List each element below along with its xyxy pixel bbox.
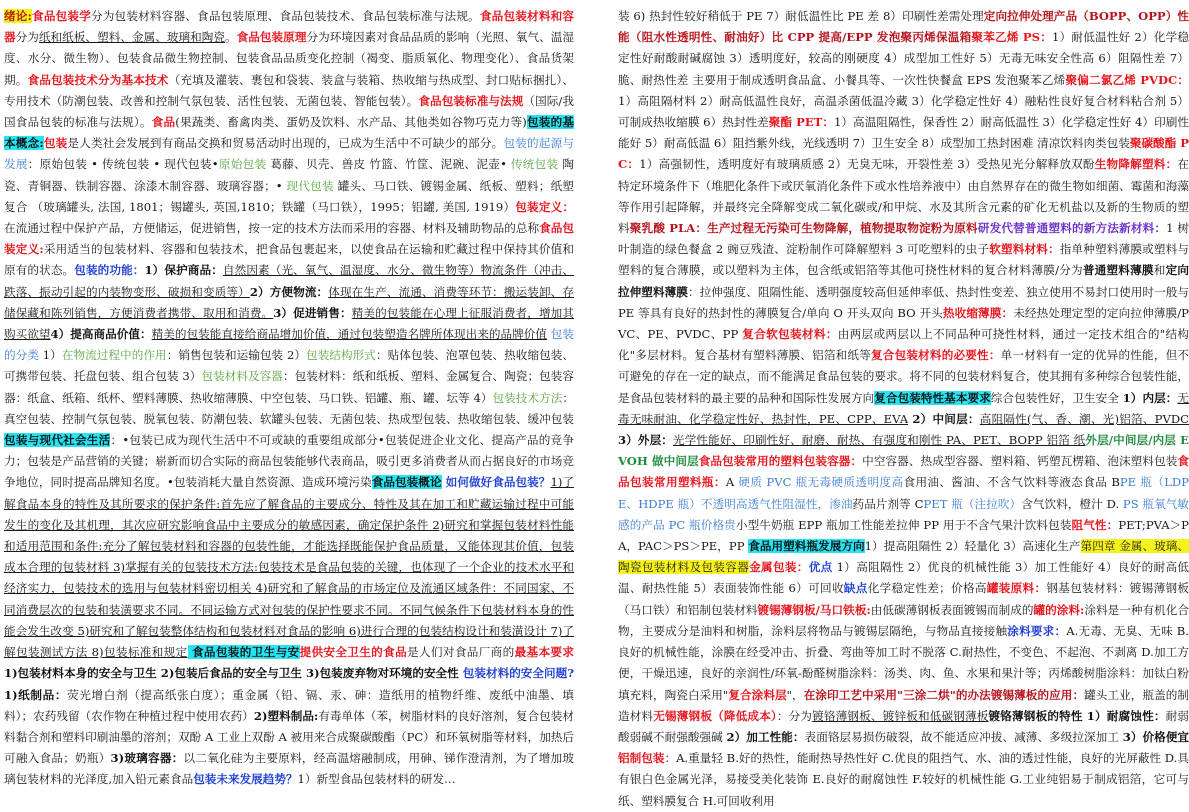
text-segment: 复合包装特性基本要求	[874, 390, 991, 405]
text-segment: 耐弱酸弱碱不耐强酸强碱	[618, 708, 1189, 744]
text-segment: ：•包装已成为现代生活中不可或缺的重要组成部分•包装促进企业文化、提高产品的竞争力；包装是产品营销的关键；崭新而切合实际的商品包装能够代表商品，吸引更多消费者从而占据良好的市场竞争地位，同时提高品牌知名度。•包装消耗大量自然资源、造成环境污染	[4, 433, 574, 490]
text-segment: 食品包装标准与法规	[418, 93, 524, 108]
text-segment: 采用适当的包装材料、容器和包装技术，把食品包裹起来，以使食品在运输和贮藏过程中保持其价值和原有的状态。	[4, 242, 574, 278]
text-segment: 食品包装常用塑料瓶：	[618, 454, 1189, 490]
text-segment: 硬质 PVC 瓶无毒硬质透明度高	[738, 475, 904, 490]
text-segment: 食用油、酱油、不含气饮料等液态食品 B	[903, 475, 1120, 490]
text-segment: 比 CPP 提高/EPP 发泡聚丙烯保温箱	[771, 30, 972, 45]
text-segment: 精美的包装能直接给商品增加价值，通过包装塑造名牌所体现出来的品牌价值	[151, 327, 548, 342]
text-segment: 涂料是一种有机化合物，主要成分是油料和树脂，涂料层将物品与镀锡层隔绝，与物品直接接触	[618, 602, 1189, 638]
text-segment: 提供安全卫生的食品	[299, 645, 408, 660]
text-segment: 3）外层：	[618, 433, 674, 448]
text-segment: 7)了解包装测试方法	[4, 623, 574, 660]
text-segment: 光学性能好、印刷性好、耐磨、耐热、有强度和刚性 PA、PET、BOPP 铝箔 纸	[673, 433, 1086, 448]
text-segment: A.无毒、无臭、无味 B.良好的机械性能，涂膜在经受冲击、折叠、弯曲等加工时不脱落 C.耐热性，不变色、不起泡、不剥离 D.加工方便，干燥迅速，良好的亲润性/环氧-酚醛树脂涂料：汤类、肉、鱼、水果和果汁等；丙烯酸树脂涂料：加钛白粉填充料，陶瓷白采用"	[618, 623, 1189, 702]
text-segment: 包装的分类	[4, 327, 574, 363]
text-segment: 包装技术方法	[492, 390, 563, 405]
text-segment: 罐头工业，瓶盖的制造材料	[618, 687, 1189, 723]
text-segment: 无锡薄钢板（降低成本）	[653, 708, 777, 723]
text-segment: 以二氧化硅为主要原料，经高温熔融制成，用砷、锑作澄清剂，为了增加玻璃包装材料的光泽度,加入铅元素食品	[4, 751, 574, 787]
text-segment: 食品包装学	[31, 9, 91, 23]
text-segment: 食品包装定义:	[4, 221, 574, 257]
text-segment: 铝制包装	[618, 751, 665, 766]
text-segment: 1)了解食品本身的特性及其所要求的保护条件:首先应了解食品的主要成分、特性及其在加工和贮藏运输过程中可能发生的变化及其机理，其次应研究影响食品中主要成分的敏感因素，确定保护条件	[4, 475, 574, 532]
text-segment: 聚碳酸酯 PC：	[618, 136, 1189, 172]
text-segment: 分为	[15, 30, 39, 45]
text-segment: 2)研究和掌握包装材料性能和适用范围和条件:充分了解包装材料和容器的包装性能，才能选择既能保护食品质量，又能体现其价值，包装成本合理的包装材料	[4, 517, 574, 575]
text-segment: 在特定环境条件下（堆肥化条件下或厌氧消化条件下或水性培养液中）由自然界存在的微生物如细菌、霉菌和海藻等作用引起降解，并最终完全降解变成二氧化碳或/和甲烷、水及其所含元素的矿化无机盐以及新的生物质的塑料	[618, 157, 1189, 236]
text-segment: ：销售包装和运输包装 2）	[166, 348, 307, 363]
text-segment: 3)玻璃容器：	[110, 751, 184, 766]
text-segment: 未经热处理定型的定向拉伸薄膜/PVC、PE、PVDC、PP	[618, 305, 1189, 342]
text-segment: 食品包装材料和容器	[4, 9, 574, 45]
text-segment: 包装的功能：	[74, 263, 145, 278]
text-segment: 罐头、马口铁、镀锡金属、纸板、塑料；纸塑复合 （玻璃罐头, 法国, 1801；锡罐头, 英国,1810；铁罐（马口铁），1995；铝罐, 美国, 1919）	[4, 178, 574, 214]
text-segment: 2)塑料制品:	[253, 708, 319, 723]
text-segment: 外层/中间层/内层 EVOH 做中间层	[618, 433, 1189, 469]
text-segment: 镀铬薄钢板的特性 1）耐腐蚀性：	[988, 708, 1166, 723]
text-segment: 定向拉伸塑料薄膜	[618, 263, 1189, 299]
text-segment: 化学稳定性差；价格高	[867, 581, 987, 596]
text-segment: 2）中间层：	[908, 411, 980, 426]
text-segment: 绪论:	[4, 9, 32, 23]
text-segment: （国际/我国食品包装的标准与法规）。	[4, 93, 574, 130]
text-segment: 1）内层：	[1122, 390, 1178, 405]
text-segment: 8)包装标准和规定	[87, 645, 188, 660]
text-segment: 包装与现代社会生活	[4, 433, 111, 448]
text-segment: 包装未来发展趋势？	[193, 772, 298, 787]
text-segment: 5)研究和了解包装整体结构和包装材料对食品的影响	[73, 623, 346, 638]
text-segment: 高阻隔性(气、香、潮、光)铝箔、PVDC	[979, 411, 1189, 426]
text-segment: 优点	[808, 560, 833, 575]
text-segment: 纸和纸板、塑料、金属、玻璃和陶瓷	[38, 30, 226, 45]
text-segment: 体现在生产、流通、消费等环节：搬运装卸、存储保藏和陈列销售，方便消费者携带、取用和消费。	[4, 284, 574, 320]
text-segment: 。	[225, 30, 237, 45]
text-segment: PS 瓶	[1122, 496, 1155, 511]
text-segment: ：分为	[776, 708, 813, 723]
text-segment: 聚苯乙烯 PS：	[971, 30, 1052, 45]
text-segment: 传统包装	[510, 157, 559, 172]
text-segment: 是人类社会发展到有商品交换和贸易活动时出现的，已成为生活中不可缺少的部分。	[67, 136, 504, 151]
text-segment: ：原始包装 • 传统包装 • 现代包装•	[27, 157, 219, 172]
text-segment: 食品包装的卫生与安	[187, 645, 300, 660]
text-segment: PET;PVA＞PA，PAC＞PS＞PE，PP	[618, 517, 1189, 554]
text-segment: 1)包装材料本身的安全与卫生 2)包装后食品的安全与卫生 3)包装废弃物对环境的安全性	[4, 666, 463, 681]
text-segment: 包装的基本概念:	[4, 115, 574, 151]
text-segment: 第四章 金属、玻璃、陶瓷包装材料及包装容器	[618, 539, 1189, 575]
text-segment: 氧气敏感的产品 PC 瓶价格贵	[618, 496, 1189, 532]
text-segment: 主要用于制成透明食品盒、小餐具等、一次性快餐盒 EPS 发泡聚苯乙烯	[692, 72, 1066, 87]
text-segment: 普通塑料薄膜	[1082, 263, 1154, 278]
text-segment: 1）耐低温性好 2）化学稳定性好耐酸耐碱腐蚀 3）透明度好，较高的刚硬度 4）成型加工性好 5）无毒无味安全性高 6）阻隔性差 7）脆、耐热性差	[618, 30, 1189, 87]
page-gutter	[580, 0, 616, 687]
text-segment: 1）新型食品包装材料的研发…	[297, 772, 456, 787]
text-segment: 在涂印工艺中采用"三涂二烘"的办法镀锡薄板的应用：	[803, 687, 1085, 702]
text-segment: 生物降解塑料：	[1094, 157, 1178, 172]
text-segment: 2）方便物流：	[249, 284, 329, 299]
text-segment: 食品	[151, 115, 176, 130]
text-segment: 包装材料及容器	[201, 369, 283, 384]
text-segment: 药品片剂等 C	[852, 496, 924, 511]
text-segment: 1）高温阻隔性，保香性 2）耐高低温性 3）化学稳定性好 4）印刷性能好 5）耐高低温 6）阻挡紫外线，光线透明 7）卫生安全 8）成型加工热封困难 清凉饮料肉类包装	[618, 115, 1189, 151]
text-segment: 软塑料材料：	[989, 242, 1060, 257]
text-segment: 2）加工性能：	[726, 729, 805, 744]
text-segment: 钢基包装材料：镀锡薄钢板（马口铁）和铝制包装材料	[618, 581, 1189, 617]
text-segment: 中空容器、热成型容器、塑料箱、钙塑瓦楞箱、泡沫塑料包装	[862, 454, 1178, 469]
text-segment: 如何做好食品包装？	[441, 475, 551, 490]
text-segment: 1）提高阻隔性 2）轻量化 3）高速化生产	[864, 539, 1081, 554]
text-segment: 指单种塑料薄膜或塑料与塑料的复合薄膜，或以塑料为主体，包含纸或铝箔等其他可挠性材料的复合材料薄膜/分为	[618, 242, 1189, 278]
text-segment: ：贴体包装、泡罩包装、热收缩包装、可携带包装、托盘包装、组合包装 3）	[4, 348, 574, 384]
text-segment: 1）高强韧性，透明度好有玻璃质感 2）无臭无味，开裂性差 3）受热见光分解释放双酚	[639, 157, 1095, 172]
text-segment: 透明性、耐油好）	[677, 30, 772, 45]
text-segment: 镀铬薄钢板、镀锌板和低碳钢薄板	[812, 708, 989, 723]
text-segment: ：真空包装、控制气氛包装、脱氧包装、防潮包装、软罐头包装、无菌包装、热成型包装、热收缩包装、缓冲包装	[4, 390, 574, 426]
text-segment: 包装结构形式	[306, 348, 376, 363]
text-segment: 1）高阻隔性 2）优良的机械性能 3）加工性能好 4）良好的耐高低温、耐热性能 5）表面装饰性能 6）可回收	[618, 560, 1189, 596]
text-segment: 3）促进销售：	[273, 305, 352, 320]
text-segment: 罐的涂料:	[1033, 602, 1085, 617]
text-segment: 复合涂料层	[728, 687, 787, 702]
text-segment: 金属包装：	[749, 560, 809, 575]
text-segment: 复合软包装材料：	[742, 327, 838, 342]
text-segment: PET 瓶（注拉吹）	[923, 496, 1022, 511]
left-document-page	[0, 0, 580, 787]
text-segment: 在物流过程中的作用	[61, 348, 167, 363]
text-segment: 食品用塑料瓶发展方向	[748, 539, 865, 554]
text-segment: 1）高阻隔材料 2）耐高低温性良好，高温杀菌低温冷藏 3）化学稳定性好 4）融粘性良好复合材料粘合剂 5）可制成热收缩膜 6）热封性差	[618, 93, 1189, 130]
text-segment: 定向拉伸处理产品（BOPP、OPP）性能（阻水性	[618, 9, 1189, 45]
right-page-text	[618, 6, 1189, 812]
text-segment: 聚偏二氯乙烯 PVDC：	[1065, 72, 1189, 87]
text-segment: （充填及灌装、裹包和袋装、装盒与装箱、热收缩与热成型、封口贴标捆扎）、专用技术（防潮包装、改善和控制气氛包装、活性包装、无菌包装、智能包装）。	[4, 72, 574, 108]
text-segment: 表面铬层易损伤破裂，故不能适应冲拔、减薄、多级拉深加工	[804, 729, 1123, 744]
text-segment: 是人们对食品厂商的	[407, 645, 515, 660]
text-segment: 聚酯 PET：	[768, 115, 834, 130]
text-segment: ：A.重量轻 B.好的热性，能耐热导热性好 C.优良的阻挡气、水、油的透过性能，良好的光屏蔽性 D.具有银白色金属光泽，易接受美化装饰 E.良好的耐腐蚀性 F.较好的机械性能 G.工业纯铝易于制成铝箔，它可与纸、塑料膜复合 H.可回收利用	[618, 751, 1189, 808]
text-segment: 6)进行合理的包装结构设计和装潢设计	[345, 623, 547, 638]
text-segment: 4)研究和了解食品的市场定位及流通区域条件：不同国家、不同消费层次的包装和装潢要求不同。不同运输方式对包装的保护性要求不同。不同气候条件下包装材料本身的性能会发生改变	[4, 581, 574, 638]
text-segment: 装 6) 热封性较好稍低于 PE 7）耐低温性比 PE 差 8）印刷性差需处理	[618, 9, 984, 23]
text-segment: 含气饮料，橙汁 D.	[1021, 496, 1123, 511]
text-segment: "，	[786, 687, 804, 702]
text-segment: 食品包装概论	[371, 475, 442, 490]
text-segment: 陶瓷、青铜器、铁制容器、涂漆木制容器、玻璃容器；•	[4, 157, 574, 193]
text-segment: 分为包装材料容器、食品包装原理、食品包装技术、食品包装标准与法规。	[90, 9, 480, 23]
text-segment: 涂料要求：	[1007, 623, 1067, 638]
text-segment: 自然因素（光、氧气、温湿度、水分、微生物等）物流条件（冲击、跌落、振动引起的内装物变形、破损和变质等）	[4, 263, 574, 299]
text-segment: 镀锡薄钢板/马口铁板:	[757, 602, 871, 617]
text-segment: 1)纸制品：	[4, 687, 68, 702]
text-segment: 3）价格便宜	[1122, 729, 1189, 744]
text-segment: 有毒单体（苯，树脂材料的良好溶剂，复合包装材料黏合剂和塑料印刷油墨的溶剂；双酚 A 工业上双酚 A 被用来合成聚碳酸酯（PC）和环氧树脂等材料，加热后可融入食品；奶瓶）	[4, 708, 574, 766]
text-segment: 研发代替普通塑料的新方法新材料：	[977, 221, 1167, 236]
text-segment: 单一材料有一定的优异的性能，但不可避免的存在一定的缺点，而不能满足食品包装的要求。将不同的包装材料复合，使其拥有多种综合包装性能，是食品包装材料的最主要的品种和国际性发展方向	[618, 348, 1189, 405]
text-segment: 1）保护商品：	[144, 263, 223, 278]
text-segment: 阻气性：	[1071, 517, 1119, 532]
text-segment: 葛藤、贝壳、兽皮 竹篮、竹筐、泥碗、泥壶•	[266, 157, 511, 172]
text-segment: 包装	[43, 136, 68, 151]
text-segment: 4）提高商品价值：	[50, 327, 152, 342]
text-segment: 热收缩薄膜：	[942, 305, 1014, 320]
text-segment: 现代包装	[286, 178, 334, 193]
text-segment: 原始包装	[218, 157, 267, 172]
text-segment: ：包装材料：纸和纸板、塑料、金属复合、陶瓷；包装容器：纸盒、纸箱、纸杯、塑料薄膜、热收缩薄膜、中空包装、马口铁、铝罐、瓶、罐、坛等 4）	[4, 369, 574, 405]
text-segment: 缺点	[843, 581, 868, 596]
text-segment: ：拉伸强度、阻隔性能、透明强度较高但延伸率低、热封性变差、独立使用不易封口使用时一般与 PE 等具有良好的热封性的薄膜复合/单向 O 开头双向 BO 开头	[618, 284, 1189, 320]
text-segment: 食品包装常用的塑料包装容器：	[698, 454, 863, 469]
text-segment: 1）	[38, 348, 62, 363]
text-segment: 包装的起源与发展	[4, 136, 574, 172]
text-segment: 1 树叶制造的绿色餐盒 2 豌豆残渣、淀粉制作可降解塑料 3 可吃塑料的虫子	[618, 221, 1189, 257]
left-page-text	[4, 6, 574, 791]
text-segment: (果蔬类、畜禽肉类、蛋奶及饮料、水产品、其他类如谷物巧克力等)	[175, 115, 527, 130]
text-segment: 3)掌握有关的包装技术方法:包装技术是食品包装的关键，也体现了一个企业的技术水平和经济实力，包装技术的选用与包装材料密切相关	[4, 560, 574, 596]
text-segment: 包装材料的安全问题?	[462, 666, 574, 681]
text-segment: 复合包装材料的必要性：	[871, 348, 1001, 363]
text-segment: 罐装原料：	[986, 581, 1047, 596]
text-segment: A	[725, 475, 739, 490]
text-segment: 和	[1153, 263, 1166, 278]
text-segment: PE 瓶（LDPE、HDPE 瓶）不透明高透气性阻湿性，渗油	[618, 475, 1189, 511]
text-segment: 食品包装原理	[236, 30, 307, 45]
text-segment: 最基本要求	[514, 645, 574, 660]
text-segment: 精美的包装能在心理上征服消费者，增加其购买欲望	[4, 305, 574, 342]
text-segment: 由低碳薄钢板表面镀锡而制成的	[870, 602, 1034, 617]
text-segment: 综合包装性好，卫生安全	[990, 390, 1123, 405]
text-segment: 在流通过程中保护产品，方便储运，促进销售，按一定的技术方法而采用的容器、材料及辅助物品的总称	[4, 221, 540, 236]
text-segment: 小型牛奶瓶 EPP 瓶加工性能差拉伸 PP 用于不含气果汁饮料包装	[735, 517, 1072, 532]
text-segment: 聚乳酸 PLA：生产过程无污染可生物降解，植物提取物淀粉为原料	[629, 221, 978, 236]
text-segment: 包装定义：	[515, 199, 574, 214]
text-segment: 分为环境因素对食品品质的影响（光照、氧气、温湿度、水分、微生物）、包装食品微生物控制、包装食品品质变化控制（褐变、脂质氧化、物理变化）、食品货架期。	[4, 30, 574, 87]
text-segment: 无毒无味耐油、化学稳定性好、热封性，PE、CPP、EVA	[618, 390, 1189, 426]
text-segment: 食品包装技术分为基本技术	[27, 72, 169, 87]
right-document-page	[616, 0, 1189, 808]
text-segment: 由两层或两层以上不同品种可挠性材料，通过一定技术组合的"结构化"多层材料。复合基材有塑料薄膜、铝箔和纸等	[618, 327, 1189, 363]
text-segment: 荧光增白剂（提高纸张白度）；重金属（铅、镉、汞、砷：造纸用的植物纤维、废纸中油墨、填料）；农药残留（农作物在种植过程中使用农药）	[4, 687, 574, 723]
